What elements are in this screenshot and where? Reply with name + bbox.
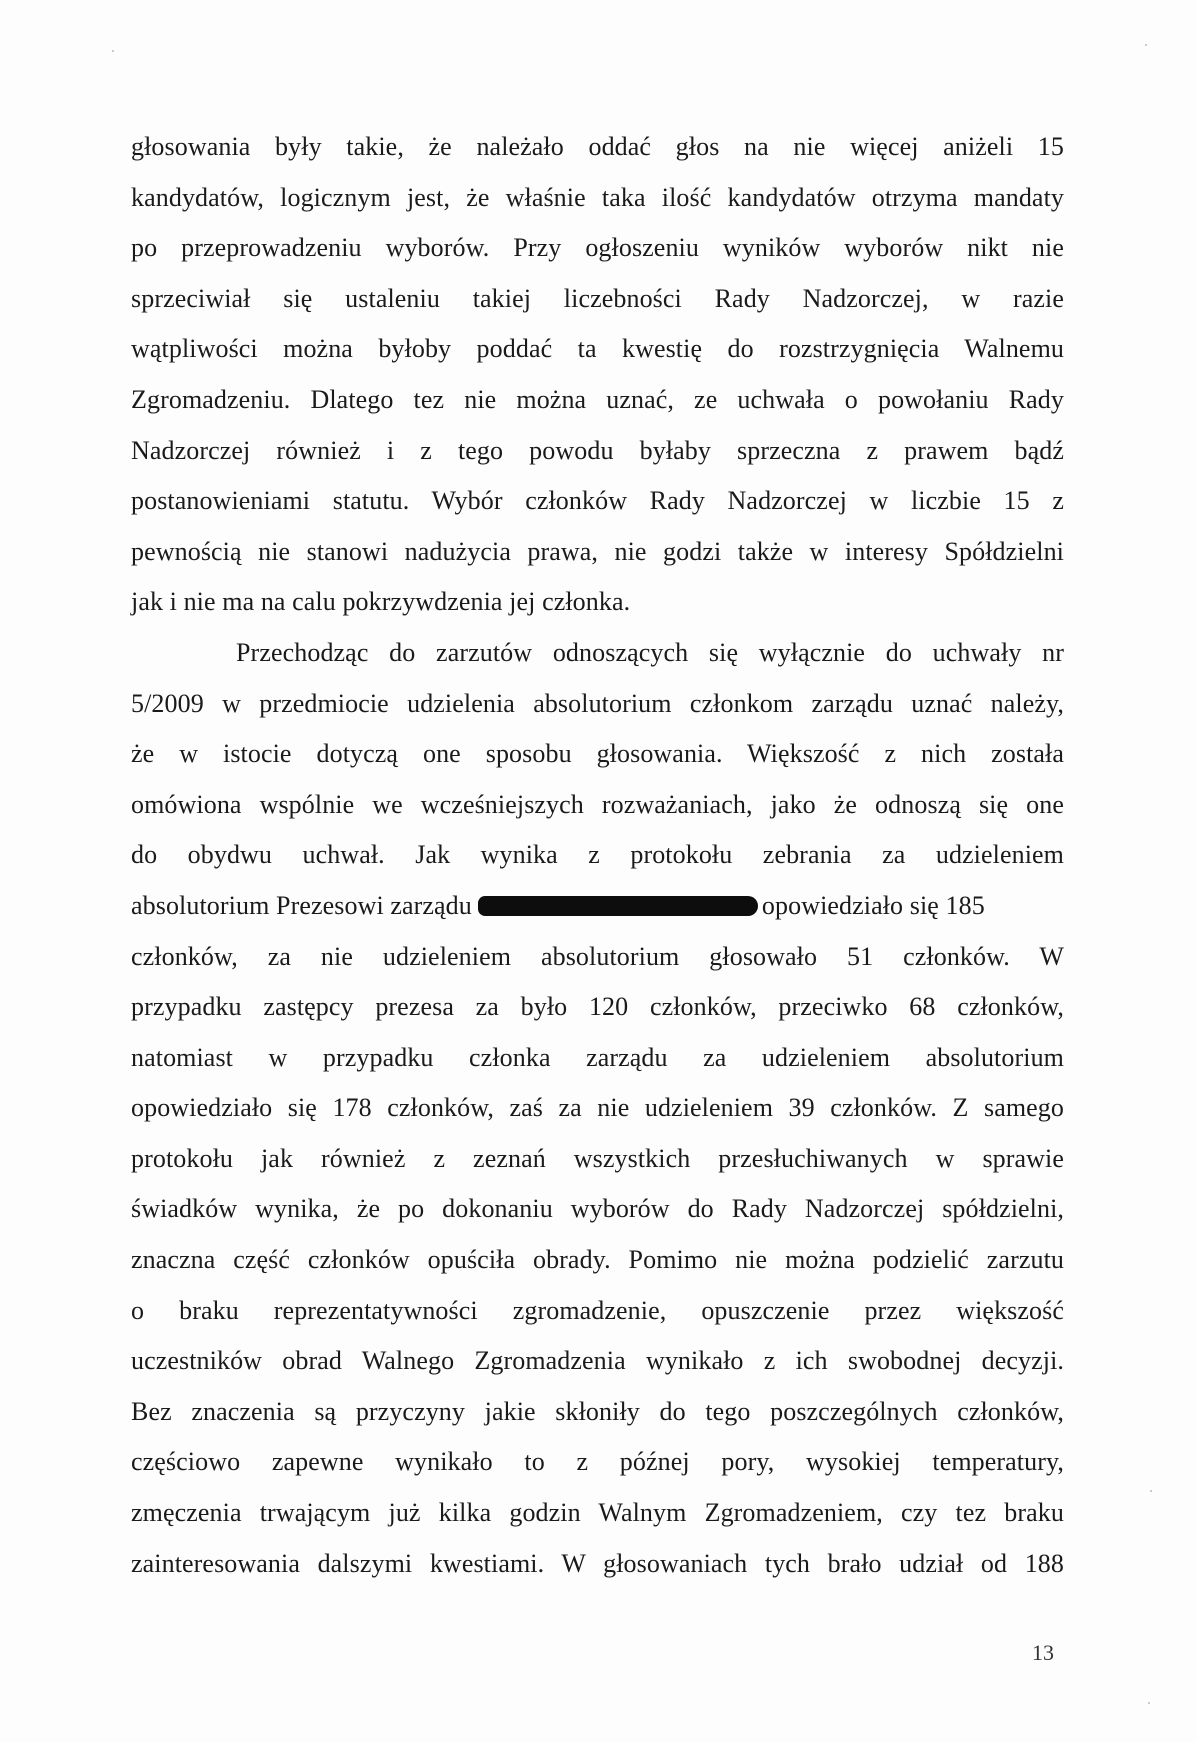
text-line: przypadku zastępcy prezesa za było 120 członków, przeciwko 68 członków, bbox=[131, 992, 1064, 1022]
text-line: protokołu jak również z zeznań wszystkich przesłuchiwanych w sprawie bbox=[131, 1143, 1064, 1173]
text-line: sprzeciwiał się ustaleniu takiej liczebności Rady Nadzorczej, w razie bbox=[131, 283, 1064, 313]
text-line: pewnością nie stanowi nadużycia prawa, nie godzi także w interesy Spółdzielni bbox=[131, 536, 1064, 566]
scan-speck bbox=[112, 50, 114, 52]
text-segment: absolutorium Prezesowi zarządu bbox=[131, 890, 472, 920]
text-segment: opowiedziało się 185 bbox=[761, 890, 985, 920]
text-line: Bez znaczenia są przyczyny jakie skłoniły do tego poszczególnych członków, bbox=[131, 1396, 1064, 1426]
body-text bbox=[131, 122, 1064, 1589]
text-line: kandydatów, logicznym jest, że właśnie taka ilość kandydatów otrzyma mandaty bbox=[131, 182, 1064, 212]
text-line: świadków wynika, że po dokonaniu wyborów do Rady Nadzorczej spółdzielni, bbox=[131, 1194, 1064, 1224]
text-line: 5/2009 w przedmiocie udzielenia absolutorium członkom zarządu uznać należy, bbox=[131, 688, 1064, 718]
text-line: do obydwu uchwał. Jak wynika z protokołu zebrania za udzieleniem bbox=[131, 840, 1064, 870]
page-number: 13 bbox=[1032, 1640, 1054, 1665]
text-line: głosowania były takie, że należało oddać głos na nie więcej aniżeli 15 bbox=[131, 132, 1064, 161]
text-line: Przechodząc do zarzutów odnoszących się wyłącznie do uchwały nr bbox=[236, 637, 1064, 667]
text-line: znaczna część członków opuściła obrady. Pomimo nie można podzielić zarzutu bbox=[131, 1245, 1064, 1275]
text-line: zmęczenia trwającym już kilka godzin Walnym Zgromadzeniem, czy tez braku bbox=[131, 1498, 1064, 1528]
text-line: członków, za nie udzieleniem absolutorium głosowało 51 członków. W bbox=[131, 941, 1064, 971]
redaction-bar bbox=[478, 896, 758, 916]
text-line: postanowieniami statutu. Wybór członków Rady Nadzorczej w liczbie 15 z bbox=[131, 486, 1064, 516]
text-line: omówiona wspólnie we wcześniejszych rozważaniach, jako że odnoszą się one bbox=[131, 789, 1064, 819]
scan-speck bbox=[1148, 1702, 1150, 1704]
text-line: jak i nie ma na calu pokrzywdzenia jej członka. bbox=[131, 587, 631, 617]
text-line: opowiedziało się 178 członków, zaś za nie udzieleniem 39 członków. Z samego bbox=[131, 1093, 1064, 1123]
text-line: po przeprowadzeniu wyborów. Przy ogłoszeniu wyników wyborów nikt nie bbox=[131, 233, 1064, 263]
text-line-redacted bbox=[131, 881, 1064, 932]
text-line: wątpliwości można byłoby poddać ta kwestię do rozstrzygnięcia Walnemu bbox=[131, 334, 1064, 364]
text-line: Nadzorczej również i z tego powodu byłaby sprzeczna z prawem bądź bbox=[131, 435, 1064, 465]
text-line: uczestników obrad Walnego Zgromadzenia wynikało z ich swobodnej decyzji. bbox=[131, 1346, 1064, 1376]
text-line: o braku reprezentatywności zgromadzenie, opuszczenie przez większość bbox=[131, 1295, 1064, 1325]
text-line: Zgromadzeniu. Dlatego tez nie można uznać, ze uchwała o powołaniu Rady bbox=[131, 384, 1064, 414]
text-line: zainteresowania dalszymi kwestiami. W głosowaniach tych brało udział od 188 bbox=[131, 1548, 1064, 1578]
text-line: że w istocie dotyczą one sposobu głosowania. Większość z nich została bbox=[131, 739, 1064, 769]
text-line: natomiast w przypadku członka zarządu za udzieleniem absolutorium bbox=[131, 1042, 1064, 1072]
scan-speck bbox=[1145, 44, 1147, 46]
scan-speck bbox=[1150, 1490, 1152, 1492]
text-line: częściowo zapewne wynikało to z późnej pory, wysokiej temperatury, bbox=[131, 1447, 1064, 1477]
